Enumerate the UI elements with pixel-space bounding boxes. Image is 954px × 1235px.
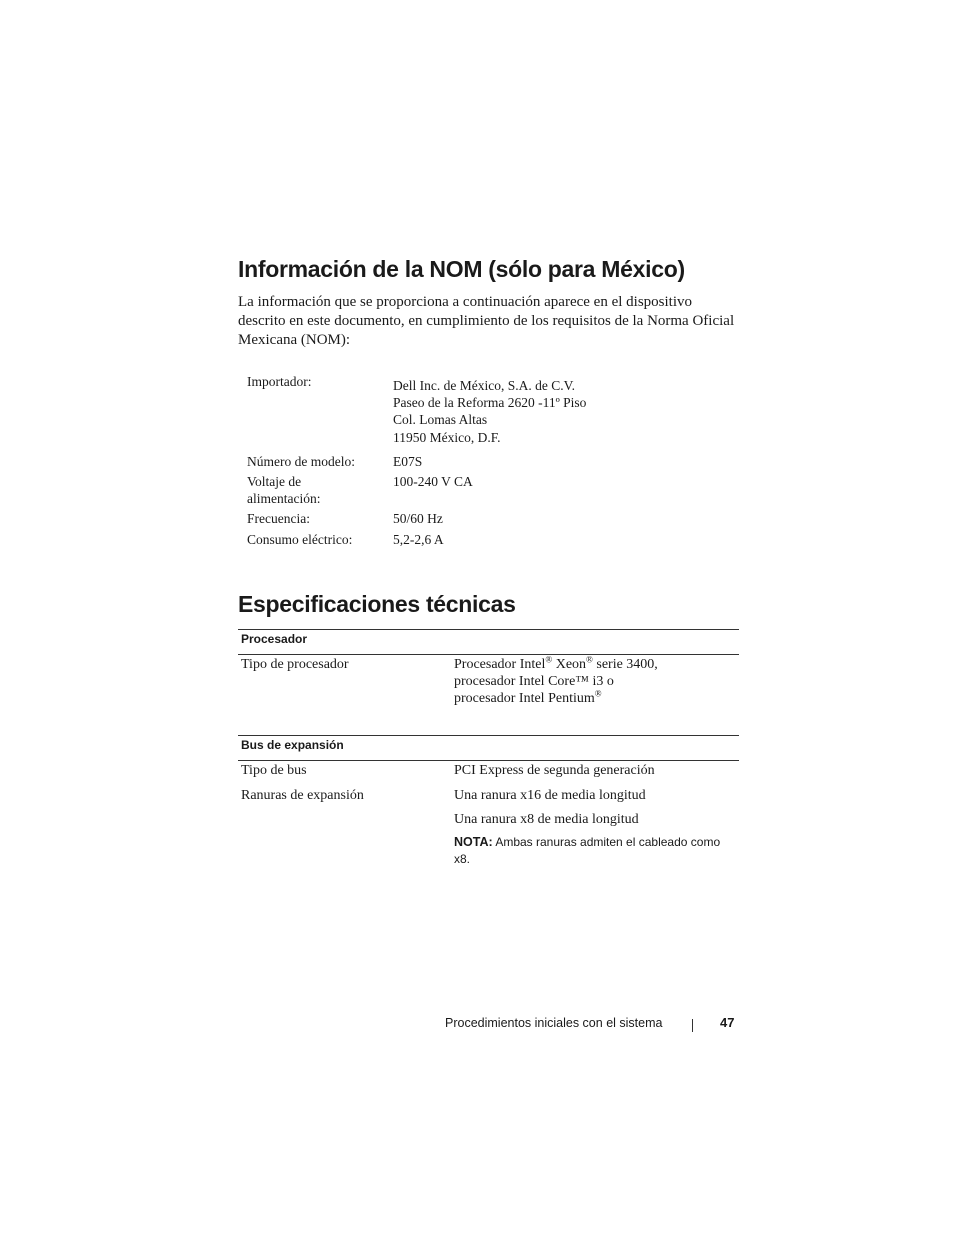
consumption-value: 5,2-2,6 A xyxy=(393,532,444,547)
frequency-label: Frecuencia: xyxy=(247,511,310,526)
model-label: Número de modelo: xyxy=(247,454,355,469)
expansion-header-rule xyxy=(238,760,739,761)
expansion-note xyxy=(454,834,724,868)
note-label: NOTA: xyxy=(454,835,493,849)
processor-type-line-1: Procesador Intel® Xeon® serie 3400, xyxy=(454,654,658,672)
page-number: 47 xyxy=(720,1015,735,1030)
model-value: E07S xyxy=(393,454,423,469)
footer-separator xyxy=(692,1019,693,1032)
importer-label: Importador: xyxy=(247,374,312,389)
expansion-header: Bus de expansión xyxy=(241,738,344,752)
frequency-value: 50/60 Hz xyxy=(393,511,443,526)
expansion-slots-label: Ranuras de expansión xyxy=(241,788,364,803)
importer-line-3: Col. Lomas Altas xyxy=(393,412,488,427)
bus-type-value: PCI Express de segunda generación xyxy=(454,763,655,778)
processor-type-line-3: procesador Intel Pentium® xyxy=(454,688,602,706)
expansion-slot-1: Una ranura x16 de media longitud xyxy=(454,788,646,803)
voltage-label: Voltaje de alimentación: xyxy=(247,474,321,507)
processor-header-rule xyxy=(238,654,739,655)
consumption-label: Consumo eléctrico: xyxy=(247,532,353,547)
nom-section-title: Información de la NOM (sólo para México) xyxy=(238,256,685,282)
voltage-value: 100-240 V CA xyxy=(393,474,473,489)
processor-type-label: Tipo de procesador xyxy=(241,657,349,672)
bus-type-label: Tipo de bus xyxy=(241,763,307,778)
note-text: Ambas ranuras admiten el cableado como x8. xyxy=(454,835,721,866)
processor-type-line-2: procesador Intel Core™ i3 o xyxy=(454,674,614,689)
expansion-top-rule xyxy=(238,735,739,736)
footer-chapter-title: Procedimientos iniciales con el sistema xyxy=(445,1016,663,1030)
expansion-slot-2: Una ranura x8 de media longitud xyxy=(454,812,639,827)
processor-top-rule xyxy=(238,629,739,630)
specs-section-title: Especificaciones técnicas xyxy=(238,591,516,617)
processor-header: Procesador xyxy=(241,632,308,646)
importer-line-4: 11950 México, D.F. xyxy=(393,430,501,445)
importer-line-1: Dell Inc. de México, S.A. de C.V. xyxy=(393,378,575,393)
nom-intro-paragraph: La información que se proporciona a continuación aparece en el dispositivo descrito en este documento, en cumplimiento de los requisitos de la Norma Oficial Mexicana (NOM): xyxy=(238,294,735,348)
importer-line-2: Paseo de la Reforma 2620 -11º Piso xyxy=(393,395,587,410)
